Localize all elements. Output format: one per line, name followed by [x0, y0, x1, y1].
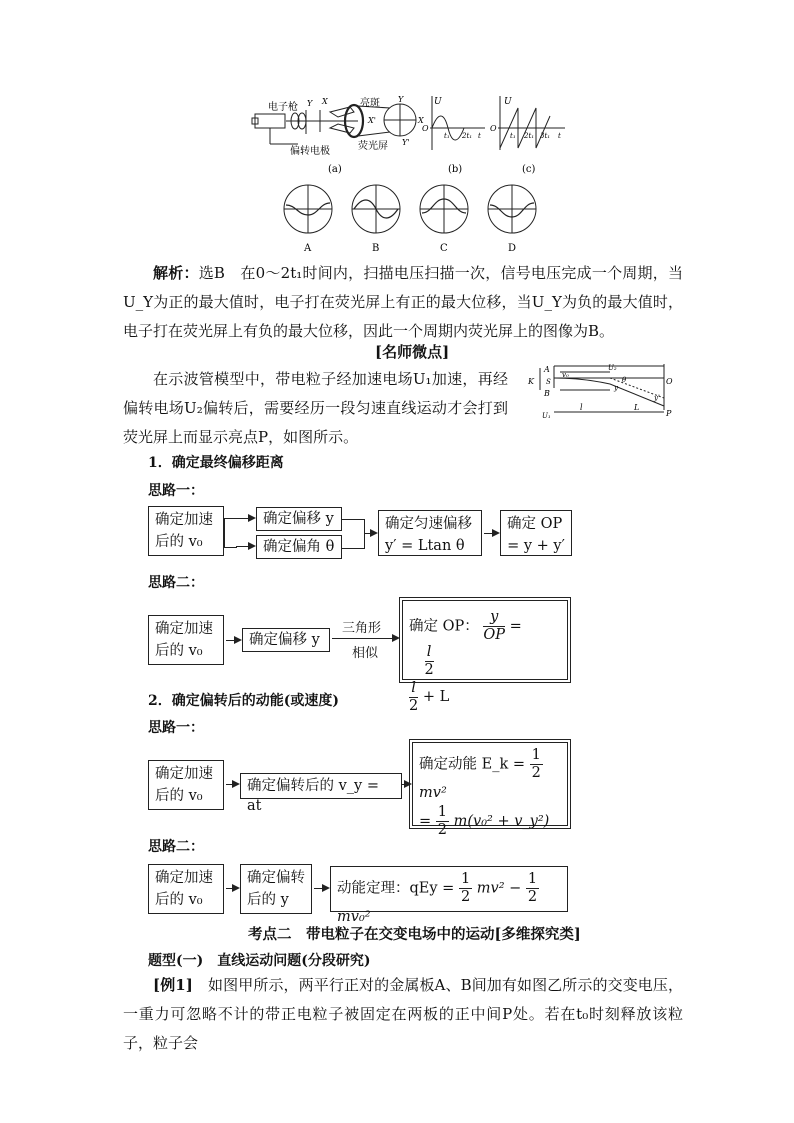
sec2-heading: 2．确定偏转后的动能(或速度) — [148, 693, 339, 709]
s1r1-split-line — [224, 518, 237, 548]
label-c-O: O — [490, 124, 497, 133]
s1r1-merge-line — [342, 519, 365, 549]
s1r2-arrow-bottom-label: 相似 — [352, 646, 379, 661]
label-v0: v₀ — [562, 371, 569, 379]
s1r2-box-op-ratio: 确定 OP： $\frac{y}{OP}$ = $\frac{l}{2}$ $\frac{l}{2}$ + L — [402, 600, 568, 680]
s1r2-box-velocity: 确定加速后的 v₀ — [148, 615, 224, 665]
example-paragraph — [123, 971, 683, 1058]
sec2-route2: 思路二： — [148, 839, 204, 855]
label-b-2t1: 2t₁ — [462, 132, 473, 140]
s2r1-box-velocity: 确定加速后的 v₀ — [148, 760, 224, 810]
label-P: P — [666, 409, 672, 418]
label-b-t: t — [478, 132, 481, 140]
s2r1-box-ek: 确定动能 E_k = $\frac{1}{2}$ mv² = $\frac{1}{2}$ m(v₀² + v_y²) — [412, 742, 568, 826]
label-b-O: O — [422, 124, 429, 133]
label-c-t1: t₁ — [510, 132, 516, 140]
label-y: y — [614, 384, 618, 392]
label-c-3t1: 3t₁ — [540, 132, 551, 140]
caption-a: (a) — [328, 164, 342, 175]
caption-b: (b) — [448, 164, 463, 175]
s2r2-arrow-2 — [314, 888, 328, 889]
label-O: O — [666, 377, 673, 386]
s1r2-arrow-top-label: 三角形 — [342, 621, 382, 636]
label-X: X — [322, 97, 328, 106]
section-title: 考点二 带电粒子在交变电场中的运动[多维探究类] — [248, 926, 581, 943]
label-theta: θ — [622, 376, 627, 384]
label-K: K — [528, 377, 534, 386]
label-S: S — [546, 378, 551, 386]
s2r1-arrow-2 — [402, 784, 410, 785]
label-plates: 偏转电极 — [290, 146, 330, 157]
label-l: l — [580, 403, 583, 412]
example-lead: [例1] — [153, 976, 193, 994]
label-screen-Xp: X' — [368, 116, 376, 125]
tip-heading: [名师微点] — [375, 343, 450, 361]
caption-c: (c) — [522, 164, 536, 175]
figure-right — [522, 360, 682, 424]
s1r2-arrow-2 — [332, 638, 398, 639]
option-b-label: B — [372, 243, 380, 254]
s1r1-box-offset: 确定偏移 y — [256, 507, 342, 531]
analysis-text: 选B 在0～2t₁时间内，扫描电压扫描一次，信号电压完成一个周期，当U_Y为正的最大值时，电子打在荧光屏上有正的最大位移，当U_Y为负的最大值时，电子打在荧光屏上有负的最大位移，因此一个周期内荧光屏上的图像为B。 — [123, 264, 683, 340]
s1r2-arrow-1 — [226, 640, 240, 641]
options-row — [282, 183, 552, 255]
label-A: A — [544, 365, 550, 374]
deflection-diagram — [522, 360, 682, 424]
label-screen-Yp: Y' — [402, 138, 410, 147]
example-text: 如图甲所示，两平行正对的金属板A、B间加有如图乙所示的交变电压，一重力可忽略不计的带正电粒子被固定在两板的正中间P处。若在t₀时刻释放该粒子，粒子会 — [123, 976, 683, 1052]
tip-paragraph — [123, 365, 508, 452]
s2r2-box-energy-theorem: 动能定理：qEy = $\frac{1}{2}$ mv² − $\frac{1}{2}$ mv₀² — [330, 866, 568, 912]
label-b-t1: t₁ — [444, 132, 450, 140]
s1r1-box-op: 确定 OP = y + y′ — [500, 510, 572, 556]
ratio-y-op: $\frac{y}{OP}$ — [483, 609, 506, 643]
label-Y: Y — [307, 99, 313, 108]
s2r1-arrow-1 — [226, 784, 238, 785]
sec1-route1: 思路一： — [148, 483, 204, 499]
s2r2-box-velocity: 确定加速后的 v₀ — [148, 864, 224, 914]
label-B: B — [544, 389, 550, 398]
s1r1-arrow-2 — [364, 533, 376, 534]
sec2-route1: 思路一： — [148, 720, 204, 736]
option-c-label: C — [440, 243, 448, 254]
label-yp: y' — [654, 394, 660, 402]
type-title: 题型(一) 直线运动问题(分段研究) — [148, 953, 371, 969]
label-screen-X: X — [418, 116, 424, 125]
option-a-label: A — [304, 243, 312, 254]
s1r1-arrow-3 — [484, 533, 498, 534]
label-c-2t1: 2t₁ — [524, 132, 535, 140]
label-screen-Y: Y — [398, 95, 404, 104]
options-diagram — [282, 183, 552, 255]
sec1-route2: 思路二： — [148, 575, 204, 591]
ratio-l2-over: $\frac{l}{2}$ $\frac{l}{2}$ + L — [409, 644, 450, 714]
analysis-paragraph — [123, 259, 683, 346]
s2r2-arrow-1 — [226, 888, 238, 889]
label-U2: U₂ — [608, 364, 617, 372]
label-U1: U₁ — [542, 412, 551, 420]
label-screen: 荧光屏 — [358, 141, 388, 152]
label-spot: 亮斑 — [360, 98, 380, 109]
s1r1-box-angle: 确定偏角 θ — [256, 535, 342, 559]
label-L: L — [634, 403, 640, 412]
sec1-heading: 1．确定最终偏移距离 — [148, 455, 284, 471]
option-d-label: D — [508, 243, 517, 254]
tip-text: 在示波管模型中，带电粒子经加速电场U₁加速，再经偏转电场U₂偏转后，需要经历一段匀速直线运动才会打到荧光屏上而显示亮点P，如图所示。 — [123, 370, 508, 446]
label-UY: U — [434, 97, 442, 107]
label-UX: U — [504, 97, 512, 107]
s1r2-box-offset: 确定偏移 y — [242, 628, 330, 652]
s1r1-box-velocity: 确定加速后的 v₀ — [148, 506, 224, 556]
s2r2-box-y: 确定偏转后的 y — [240, 864, 312, 914]
label-c-t: t — [558, 132, 561, 140]
s2r1-box-vy: 确定偏转后的 v_y = at — [240, 773, 402, 799]
label-gun: 电子枪 — [268, 102, 298, 113]
s1r1-box-uniform: 确定匀速偏移 y′ = Ltan θ — [378, 510, 482, 556]
s1r1-arrow-1b — [236, 546, 254, 547]
analysis-lead: 解析： — [153, 264, 199, 282]
s1r1-arrow-1a — [236, 518, 254, 519]
